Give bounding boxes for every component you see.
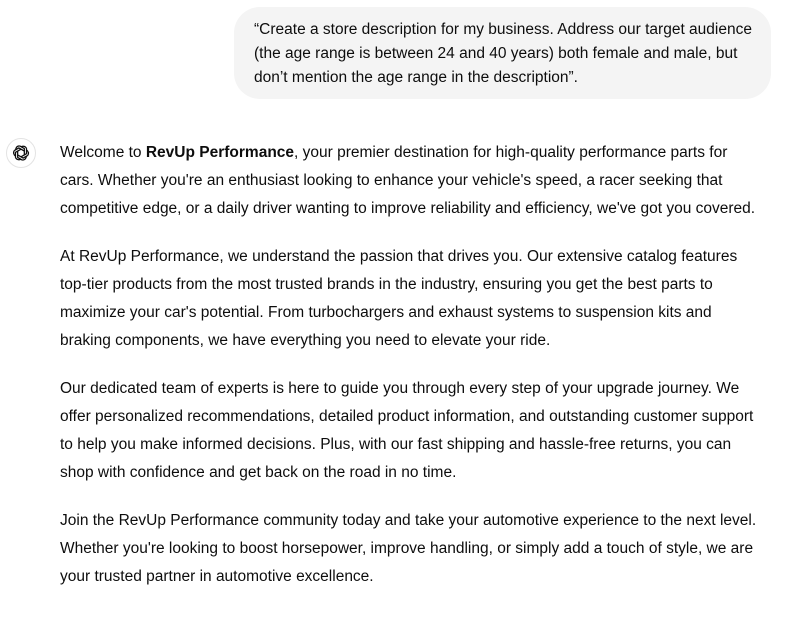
response-paragraph-2: At RevUp Performance, we understand the passion that drives you. Our extensive catalog features top-tier products from the most trusted brands in the industry, ensuring you get the best parts to maximize your car's potential. From turbochargers and exhaust systems to suspension kits and braking components, we have everything you need to elevate your ride.: [60, 248, 738, 349]
p1-prefix: Welcome to: [60, 144, 146, 161]
assistant-response: [60, 139, 765, 611]
assistant-avatar: [6, 138, 36, 168]
p1-rest: , your premier destination for high-quality performance parts for cars. Whether you're an enthusiast looking to enhance your vehicle's speed, a racer seeking that competitive edge, or a daily driver wanting to improve reliability and efficiency, we've got you covered.: [60, 144, 756, 217]
response-paragraph-4: Join the RevUp Performance community today and take your automotive experience to the next level. Whether you're looking to boost horsepower, improve handling, or simply add a touch of style, we are your trusted partner in automotive excellence.: [60, 512, 757, 585]
user-message-text: “Create a store description for my business. Address our target audience (the age range is between 24 and 40 years) both female and male, but don’t mention the age range in the description”.: [254, 21, 752, 86]
openai-logo-icon: [11, 143, 31, 163]
user-message-bubble: [234, 7, 771, 99]
brand-name: RevUp Performance: [145, 144, 295, 161]
response-paragraph-3: Our dedicated team of experts is here to guide you through every step of your upgrade journey. We offer personalized recommendations, detailed product information, and outstanding customer support to help you make informed decisions. Plus, with our fast shipping and hassle-free returns, you can shop with confidence and get back on the road in no time.: [60, 380, 754, 481]
response-paragraph-1: [60, 139, 765, 223]
